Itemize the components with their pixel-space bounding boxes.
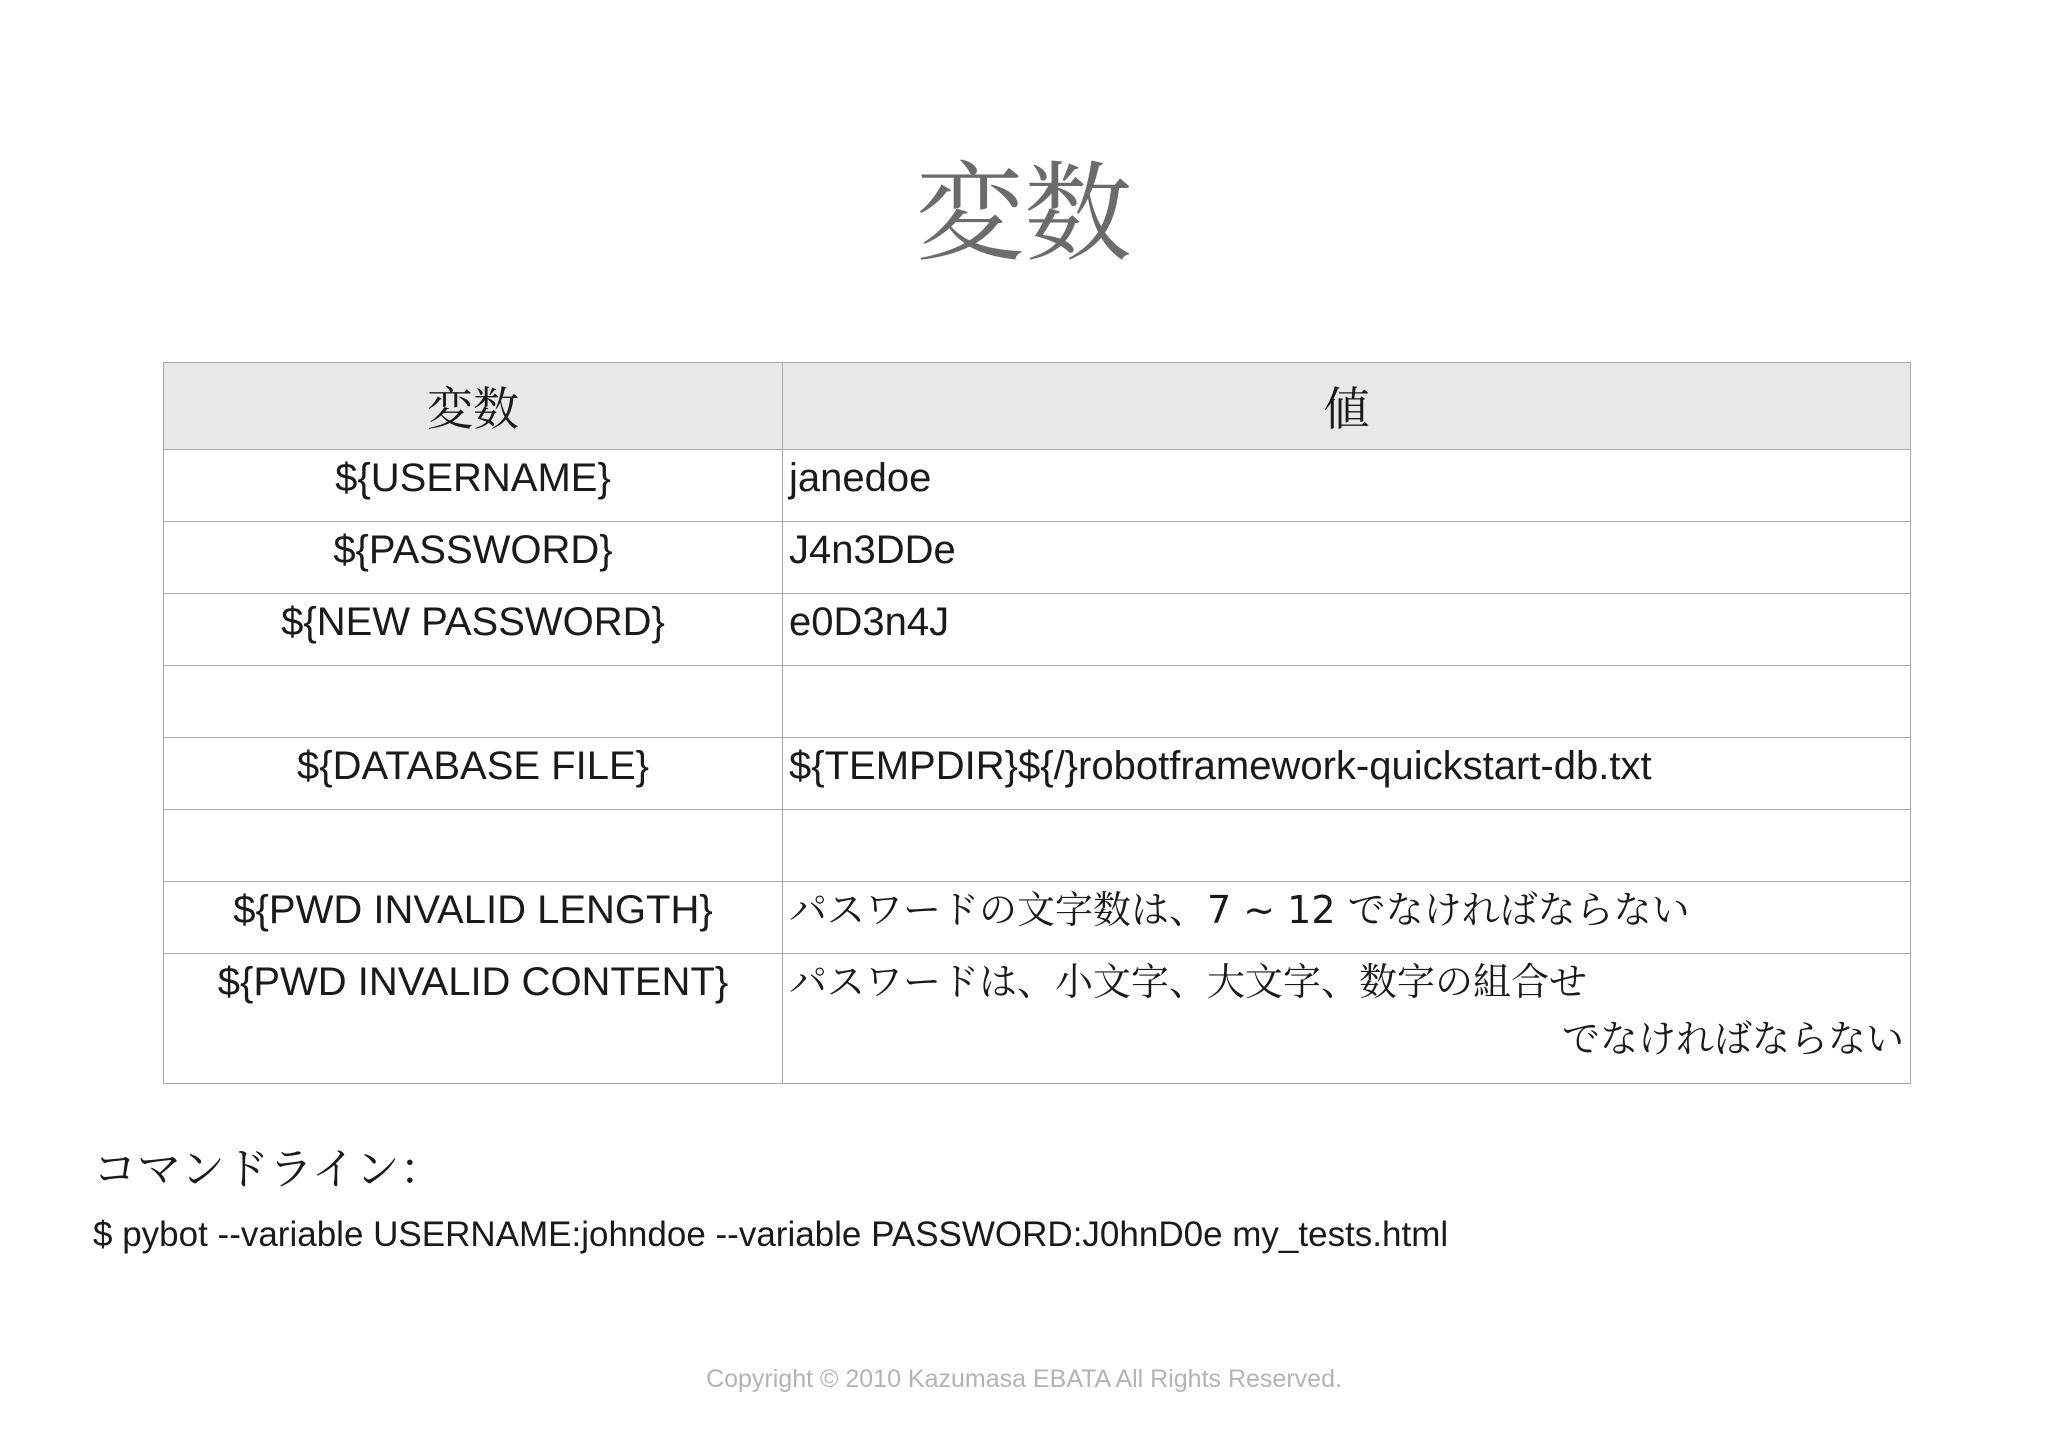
variable-value	[783, 954, 1911, 1084]
variable-name: ${PWD INVALID CONTENT}	[164, 954, 783, 1084]
variable-value	[783, 666, 1911, 738]
variable-value: J4n3DDe	[783, 522, 1911, 594]
table-row-empty	[164, 810, 1911, 882]
variable-value: e0D3n4J	[783, 594, 1911, 666]
table-row	[164, 738, 1911, 810]
command-line-label: コマンドライン：	[93, 1144, 444, 1195]
variable-name: ${NEW PASSWORD}	[164, 594, 783, 666]
header-value: 値	[783, 363, 1911, 450]
header-variable: 変数	[164, 363, 783, 450]
slide-title: 変数	[915, 152, 1132, 277]
variable-value	[783, 810, 1911, 882]
variable-value-line2: でなければならない	[1561, 1017, 1904, 1061]
variable-name	[164, 666, 783, 738]
table-row	[164, 450, 1911, 522]
copyright-footer: Copyright © 2010 Kazumasa EBATA All Rights Reserved.	[706, 1365, 1342, 1393]
variable-value: janedoe	[783, 450, 1911, 522]
table-row	[164, 882, 1911, 954]
table-row	[164, 594, 1911, 666]
table-row-empty	[164, 666, 1911, 738]
variables-table	[163, 362, 1911, 1084]
variable-value-line1: パスワードは、小文字、大文字、数字の組合せ	[789, 960, 1588, 1004]
variable-name: ${PASSWORD}	[164, 522, 783, 594]
variable-value: パスワードの文字数は、7 ~ 12 でなければならない	[783, 882, 1911, 954]
variable-value: ${TEMPDIR}${/}robotframework-quickstart-db.txt	[783, 738, 1911, 810]
variable-name: ${PWD INVALID LENGTH}	[164, 882, 783, 954]
table-row	[164, 522, 1911, 594]
variable-name: ${DATABASE FILE}	[164, 738, 783, 810]
command-line-text: $ pybot --variable USERNAME:johndoe --variable PASSWORD:J0hnD0e my_tests.html	[93, 1215, 1449, 1254]
variable-name: ${USERNAME}	[164, 450, 783, 522]
variable-name	[164, 810, 783, 882]
table-header-row	[164, 363, 1911, 450]
table-row	[164, 954, 1911, 1084]
